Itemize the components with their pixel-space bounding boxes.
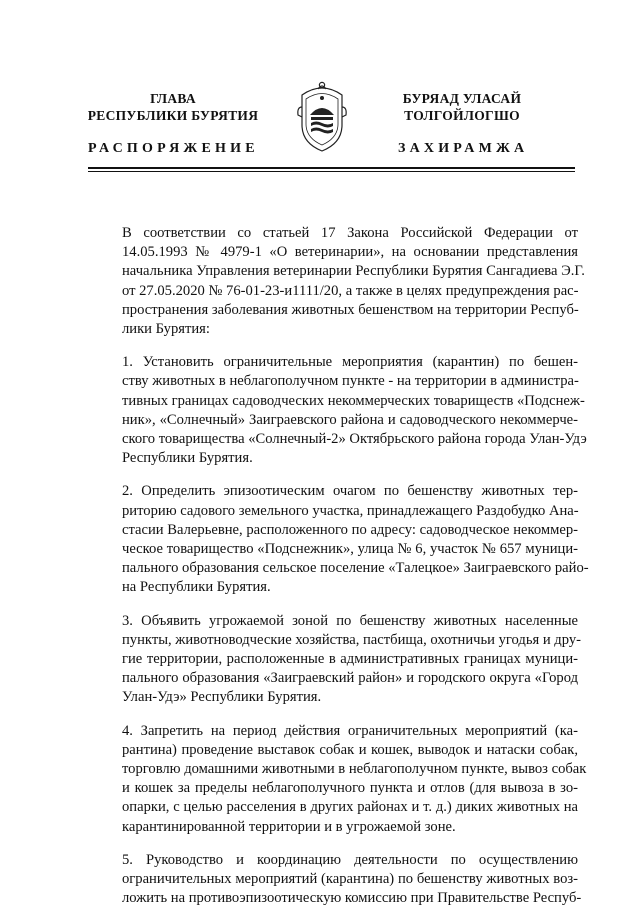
- text-line: ник», «Солнечный» Заиграевского района и садоводческого некоммерче-: [122, 411, 578, 428]
- text-line: 2. Определить эпизоотическим очагом по бешенству животных тер-: [122, 483, 578, 500]
- text-line: Республики Бурятия.: [122, 450, 253, 467]
- text-line: ского товарищества «Солнечный-2» Октябрьского района города Улан-Удэ: [122, 431, 587, 448]
- text-line: 4. Запретить на период действия ограничительных мероприятий (ка-: [122, 722, 578, 739]
- text-line: 14.05.1993 № 4979-1 «О ветеринарии», на основании представления: [122, 244, 578, 261]
- text-line: на Республики Бурятия.: [122, 579, 271, 596]
- order-title-bua: ЗАХИРАМЖА: [398, 141, 529, 156]
- text-line: торговлю домашними животными в неблагополучном пункте, вывоз собак: [122, 761, 587, 778]
- header-rule-thin: [88, 171, 575, 172]
- text-line: карантинированной территории и в угрожаемой зоне.: [122, 818, 456, 835]
- text-line: от 27.05.2020 № 76-01-23-и1111/20, а также в целях предупреждения рас-: [122, 282, 579, 299]
- paragraph-item-2: [86, 482, 589, 597]
- text-line: 1. Установить ограничительные мероприятия (карантин) по бешен-: [122, 354, 578, 371]
- text-line: рантина) проведение выставок собак и кошек, выводок и натаски собак,: [122, 741, 578, 758]
- text-line: ложить на противоэпизоотическую комиссию при Правительстве Респуб-: [122, 890, 582, 907]
- paragraph-item-4: [86, 722, 587, 837]
- text-line: В соответствии со статьей 17 Закона Российской Федерации от: [122, 225, 578, 241]
- paragraph-item-5: [86, 851, 582, 909]
- header-left-line-1: ГЛАВА: [150, 91, 196, 106]
- text-line: лики Бурятия:: [122, 321, 210, 338]
- text-line: пального образования «Заиграевский район» и городского округа «Город: [122, 670, 578, 687]
- buryatia-coat-of-arms-icon: [296, 77, 348, 155]
- text-line: ограничительных мероприятий (карантина) по бешенству животных воз-: [122, 871, 578, 888]
- text-line: тивных границах садоводческих некоммерческих товариществ «Подснеж-: [122, 392, 585, 409]
- text-line: пункты, животноводческие хозяйства, пастбища, охотничьи угодья и дру-: [122, 631, 581, 648]
- text-line: и кошек за пределы неблагополучного пункта и отлов (для вывоза в зо-: [122, 780, 578, 797]
- text-line: риторию садового земельного участка, принадлежащего Раздобудко Ана-: [122, 502, 579, 519]
- header-rule-thick: [88, 167, 575, 169]
- header-left: [68, 90, 278, 124]
- text-line: начальника Управления ветеринарии Республики Бурятия Сангадиева Э.Г.: [122, 263, 585, 280]
- header-left-line-2: РЕСПУБЛИКИ БУРЯТИЯ: [87, 108, 259, 123]
- text-line: ческое товарищество «Подснежник», улица № 6, участок № 657 муници-: [122, 541, 578, 558]
- text-line: стасии Валерьевне, расположенного по адресу: садоводческое некоммер-: [122, 521, 578, 538]
- text-line: Улан-Удэ» Республики Бурятия.: [122, 689, 322, 706]
- text-line: пального образования сельское поселение «Талецкое» Заиграевского райо-: [122, 560, 589, 577]
- header-right-line-1: БУРЯАД УЛАСАЙ: [402, 91, 522, 106]
- text-line: пространения заболевания животных бешенством на территории Респуб-: [122, 301, 579, 318]
- text-line: гие территории, расположенные в административных границах муници-: [122, 651, 578, 668]
- header-right: [357, 90, 567, 124]
- paragraph-item-1: [86, 353, 587, 468]
- text-line: 5. Руководство и координацию деятельности по осуществлению: [122, 851, 578, 868]
- header-right-line-2: ТОЛГОЙЛОГШО: [404, 108, 520, 123]
- text-line: опарки, с целью расселения в других районах и т. д.) диких животных на: [122, 799, 578, 816]
- order-title-ru: РАСПОРЯЖЕНИЕ: [88, 141, 259, 156]
- text-line: ству животных в неблагополучном пункте - на территории в администра-: [122, 373, 579, 390]
- text-line: 3. Объявить угрожаемой зоной по бешенству животных населенные: [122, 612, 578, 629]
- paragraph-item-3: [86, 612, 581, 708]
- document-body: [86, 224, 589, 923]
- paragraph-preamble: [86, 224, 585, 339]
